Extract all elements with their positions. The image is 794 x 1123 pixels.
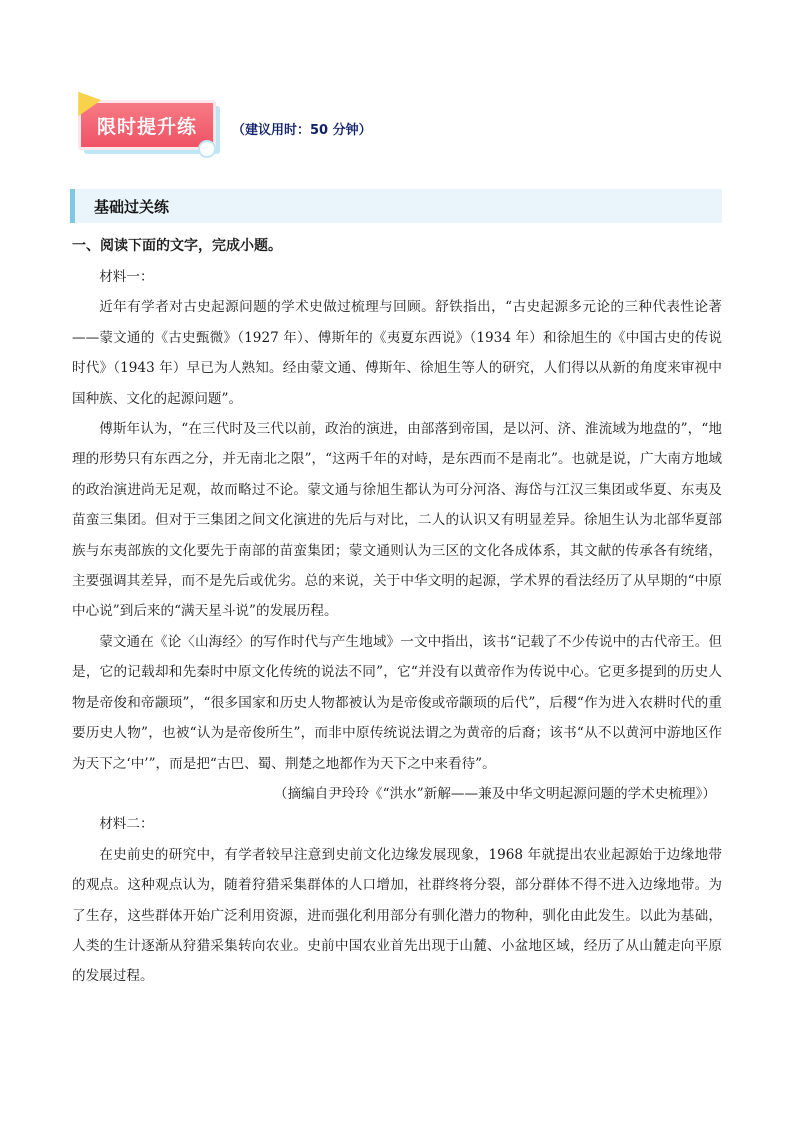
banner-dot-decoration: [198, 140, 216, 158]
material1-paragraph-3: 蒙文通在《论〈山海经〉的写作时代与产生地域》一文中指出，该书“记载了不少传说中的古代帝王。但是，它的记载却和先秦时中原文化传统的说法不同”，它“并没有以黄帝作为传说中心。它更多提到的历史人物是帝俊和帝颛顼”，“很多国家和历史人物都被认为是帝俊或帝颛顼的后代”，后稷“作为进入农耕时代的重要历史人物”，也被“认为是帝俊所生”，而非中原传统说法谓之为黄帝的后裔；该书“从不以黄河中游地区作为天下之‘中’”，而是把“古巴、蜀、荆楚之地都作为天下之中来看待”。: [72, 633, 722, 772]
material1-paragraph-2: 傅斯年认为，“在三代时及三代以前，政治的演进，由部落到帝国，是以河、济、淮流域为地盘的”，“地理的形势只有东西之分，并无南北之限”，“这两千年的对峙，是东西而不是南北”。也就是说，广大南方地域的政治演进尚无足观，故而略过不论。蒙文通与徐旭生都认为可分河洛、海岱与江汉三集团或华夏、东夷及苗蛮三集团。但对于三集团之间文化演进的先后与对比，二人的认识又有明显差异。徐旭生认为北部华夏部族与东夷部族的文化要先于南部的苗蛮集团；蒙文通则认为三区的文化各成体系，其文献的传承各有统绪，主要强调其差异，而不是先后或优劣。总的来说，关于中华文明的起源，学术界的看法经历了从早期的“中原中心说”到后来的“满天星斗说”的发展历程。: [72, 421, 722, 620]
material2-label: 材料二：: [99, 816, 154, 833]
question-heading: 一、阅读下面的文字，完成小题。: [72, 238, 282, 254]
banner-title: 限时提升练: [78, 100, 216, 150]
material1-paragraph-1: 近年有学者对古史起源问题的学术史做过梳理与回顾。舒铁指出，“古史起源多元论的三种代表性论著——蒙文通的《古史甄微》（1927 年）、傅斯年的《夷夏东西说》（1934 年）和徐旭生的《中国古史的传说时代》（1943 年）早已为人熟知。经由蒙文通、傅斯年、徐旭生等人的研究，人们得以从新的角度来审视中国种族、文化的起源问题”。: [72, 299, 722, 407]
material1-source: （摘编自尹玲玲《“洪水”新解——兼及中华文明起源问题的学术史梳理》）: [273, 785, 716, 802]
section-accent-bar: [70, 189, 75, 223]
material2-paragraph-1: 在史前史的研究中，有学者较早注意到史前文化边缘发展现象，1968 年就提出农业起源始于边缘地带的观点。这种观点认为，随着狩猎采集群体的人口增加，社群终将分裂，部分群体不得不进入边缘地带。为了生存，这些群体开始广泛利用资源，进而强化利用部分有驯化潜力的物种，驯化由此发生。以此为基础，人类的生计逐渐从狩猎采集转向农业。史前中国农业首先出现于山麓、小盆地区域，经历了从山麓走向平原的发展过程。: [72, 846, 722, 985]
suggested-time: （建议用时：50 分钟）: [232, 123, 372, 138]
section-title: 基础过关练: [94, 198, 170, 216]
material1-label: 材料一：: [99, 269, 154, 285]
section-header: [70, 189, 722, 223]
section-banner: [78, 100, 220, 156]
reading-passage: [72, 262, 722, 992]
